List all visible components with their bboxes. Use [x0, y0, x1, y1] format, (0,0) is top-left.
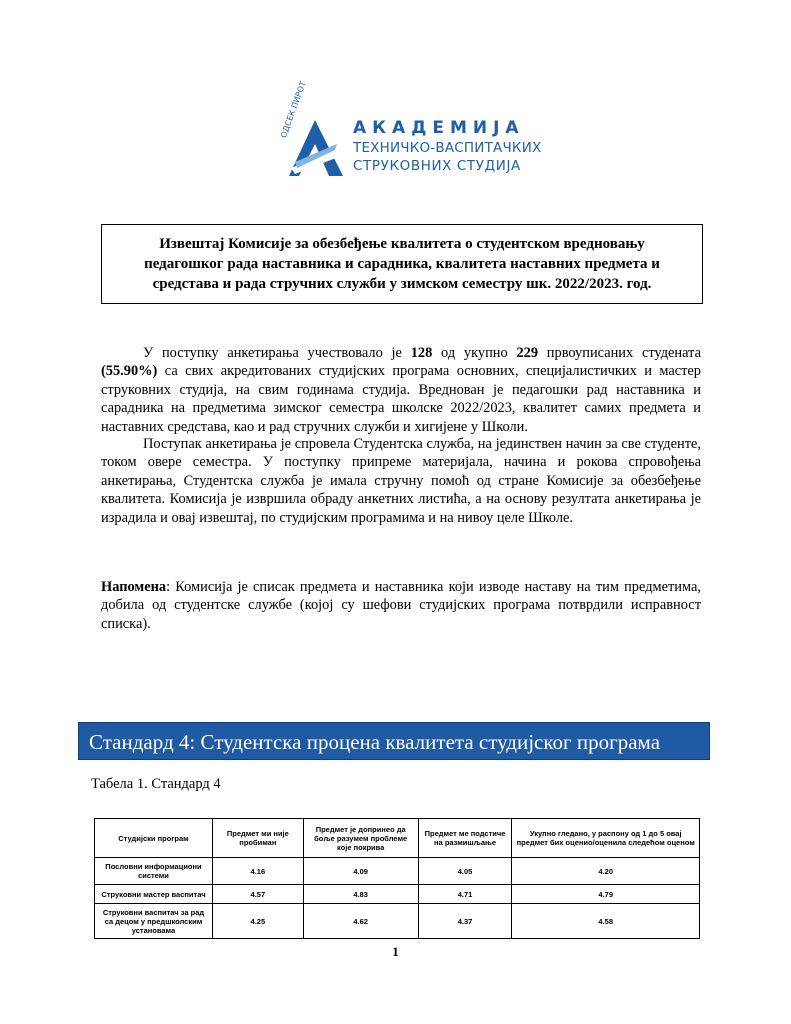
column-header-overall-grade: Укупно гледано, у распону од 1 до 5 овај предмет бих оценио/оценила следећом оценом	[512, 819, 700, 858]
score-cell: 4.79	[512, 885, 700, 904]
score-cell: 4.05	[418, 858, 512, 885]
report-title-box	[101, 224, 703, 304]
total-students-count: 229	[516, 345, 539, 361]
academy-logo	[279, 80, 542, 180]
standard-heading: Стандард 4: Студентска процена квалитета студијског програма	[78, 722, 710, 760]
intro-paragraph	[101, 344, 701, 436]
column-header-understanding: Предмет је допринео да боље разумем проблеме које покрива	[303, 819, 418, 858]
program-name: Пословни информациони системи	[95, 858, 213, 885]
page-number: 1	[392, 944, 399, 959]
score-cell: 4.83	[303, 885, 418, 904]
report-title: Извештај Комисије за обезбеђење квалитета о студентском вредновању педагошког рада наставника и сарадника, квалитета наставних предмета и средстава и рада стручних служби у зимском семестру шк. 2022/2023. год.	[144, 236, 660, 292]
table-row	[95, 904, 700, 939]
score-cell: 4.16	[212, 858, 303, 885]
note-paragraph	[101, 578, 701, 633]
column-header-program: Студијски програм	[95, 819, 213, 858]
logo-line-1: АКАДЕМИЈА	[353, 118, 525, 138]
logo-line-2: ТЕХНИЧКО-ВАСПИТАЧКИХ	[353, 140, 542, 156]
table-row	[95, 858, 700, 885]
response-rate: (55.90%)	[101, 363, 158, 380]
table-row	[95, 885, 700, 904]
score-cell: 4.57	[212, 885, 303, 904]
program-name: Струковни васпитач за рад са децом у предшколским установама	[95, 904, 213, 939]
score-cell: 4.09	[303, 858, 418, 885]
score-cell: 4.25	[212, 904, 303, 939]
logo-line-3: СТРУКОВНИХ СТУДИЈА	[353, 158, 521, 174]
respondents-count: 128	[410, 345, 433, 361]
note-text: : Комисија је списак предмета и наставника који изводе наставу на тим предметима, добила од студентске службе (којој су шефови студијских програма потврдили исправност списка).	[101, 579, 701, 632]
score-cell: 4.62	[303, 904, 418, 939]
procedure-paragraph: Поступак анкетирања је спровела Студентска служба, на јединствен начин за све студенте, током овере семестра. У поступку припреме материјала, начина и рокова спровођења анкетирања, Студентска служба је имала стручну помоћ од стране Комисије за обезбеђење квалитета. Комисија је извршила обраду анкетних листића, а на основу резултата анкетирања је израдила и овај извештај, по студијским програмима и на нивоу целе Школе.	[101, 436, 701, 526]
column-header-not-extensive: Предмет ми није пробиман	[212, 819, 303, 858]
column-header-thinking: Предмет ме подстиче на размишљање	[418, 819, 512, 858]
score-cell: 4.20	[512, 858, 700, 885]
para1-text-1: У поступку анкетирања учествовало је	[143, 345, 411, 361]
table-header-row	[95, 819, 700, 858]
standard-4-table	[94, 818, 700, 939]
table-caption: Табела 1. Стандард 4	[91, 776, 221, 792]
score-cell: 4.71	[418, 885, 512, 904]
logo-mark-icon	[285, 118, 347, 180]
para1-text-3: првоуписаних студената	[538, 345, 701, 361]
para1-text-4: са свих акредитованих студијских програма основних, специјалистичких и мастер струковних студија, на свим годинама студија. Вреднован је педагошки рад наставника и сарадника на предметима зимског семестра школске 2022/2023, квалитет самих предмета и наставних средстава, као и рад стручних служби и хигијене у Школи.	[101, 363, 701, 435]
program-name: Струковни мастер васпитач	[95, 885, 213, 904]
score-cell: 4.58	[512, 904, 700, 939]
score-cell: 4.37	[418, 904, 512, 939]
para1-text-2: од укупно	[432, 345, 517, 361]
logo-side-text: ОДСЕК ПИРОТ	[279, 80, 308, 140]
note-label: Напомена	[101, 579, 167, 595]
